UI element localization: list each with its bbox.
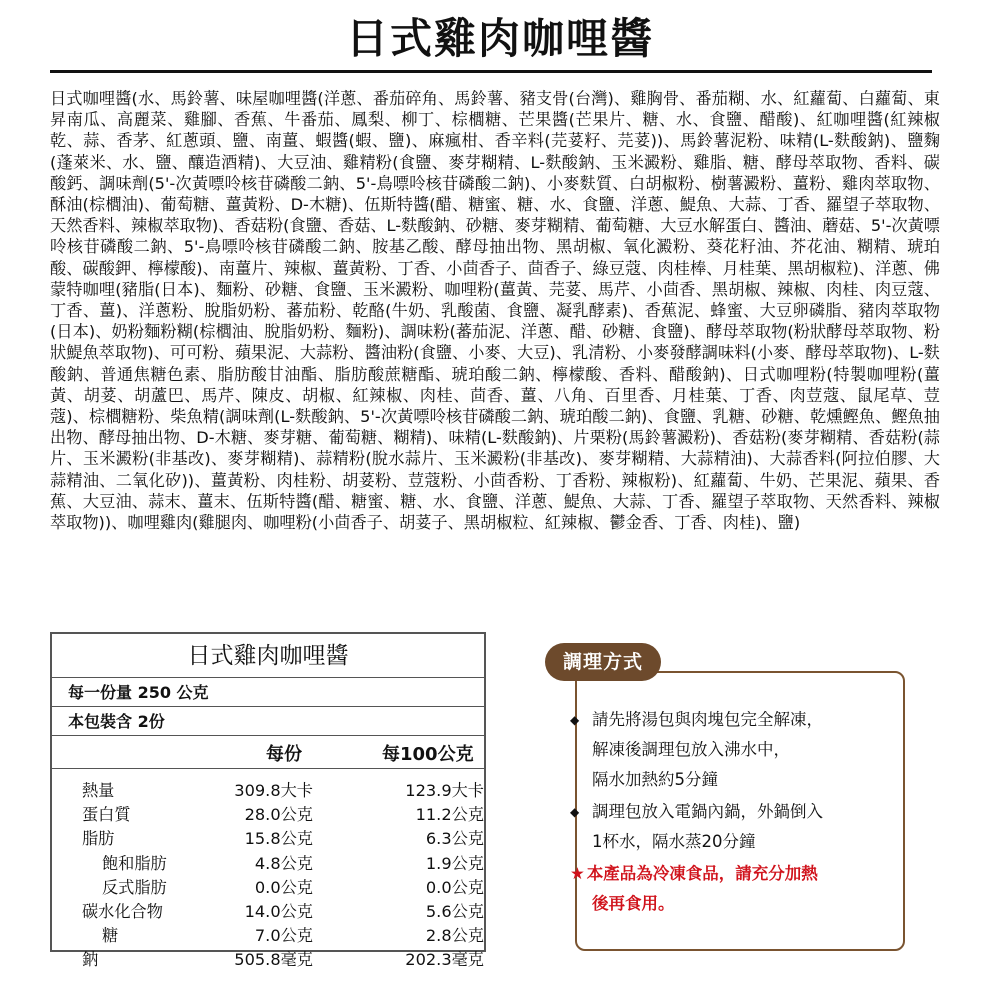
step-line: 請先將湯包與肉塊包完全解凍， bbox=[592, 710, 823, 729]
per-100g-value: 5.6公克 bbox=[425, 901, 484, 921]
step-line: 調理包放入電鍋內鍋，外鍋倒入 bbox=[592, 802, 823, 821]
nutrient-label: 鈉 bbox=[82, 950, 99, 970]
per-serving-value: 309.8大卡 bbox=[234, 781, 313, 800]
cooking-step-1 bbox=[568, 705, 898, 795]
nutrition-facts-table bbox=[50, 632, 486, 970]
column-per-100g: 每100公克 bbox=[382, 744, 474, 765]
cooking-method-tab: 調理方式 bbox=[545, 643, 661, 681]
nutrition-row bbox=[52, 920, 484, 944]
nutrition-row bbox=[52, 799, 484, 823]
nutrition-row bbox=[52, 775, 484, 799]
star-icon: ★ bbox=[570, 864, 585, 883]
nutrition-row bbox=[52, 848, 484, 872]
nutrient-label: 反式脂肪 bbox=[102, 877, 167, 897]
nutrition-row bbox=[52, 823, 484, 847]
per-serving-value: 15.8公克 bbox=[244, 829, 313, 849]
warning-line: 本產品為冷凍食品，請充分加熱 bbox=[586, 864, 818, 883]
cooking-steps bbox=[568, 705, 898, 919]
nutrient-label: 糖 bbox=[102, 926, 119, 946]
nutrition-column-headers bbox=[52, 736, 484, 769]
per-100g-value: 6.3公克 bbox=[425, 829, 484, 849]
frozen-food-warning bbox=[568, 859, 898, 889]
per-serving-value: 28.0公克 bbox=[244, 805, 313, 825]
per-100g-value: 123.9大卡 bbox=[405, 781, 484, 800]
nutrition-row bbox=[52, 944, 484, 968]
nutrient-label: 蛋白質 bbox=[82, 805, 131, 825]
serving-size: 每一份量 250 公克 bbox=[52, 678, 484, 707]
nutrition-row bbox=[52, 896, 484, 920]
title-divider bbox=[50, 70, 932, 73]
cooking-step-2 bbox=[568, 797, 898, 857]
step-line: 隔水加熱約5分鐘 bbox=[592, 770, 718, 789]
ingredients-text: 日式咖哩醬(水、馬鈴薯、味屋咖哩醬(洋蔥、番茄碎角、馬鈴薯、豬支骨(台灣)、雞胸骨、番茄糊、水、紅蘿蔔、白蘿蔔、東昇南瓜、高麗菜、雞腳、香蕉、牛番茄、鳳梨、柳丁、棕櫚糖、芒果醬(芒果片、糖、水、食鹽、醋酸)、紅咖哩醬(紅辣椒乾、蒜、香茅、紅蔥頭、鹽、南薑、蝦醬(蝦、鹽)、麻瘋柑、香辛料(芫荽籽、芫荽))、馬鈴薯泥粉、味精(L-麩酸鈉)、鹽麴(蓬萊米、水、鹽、釀造酒精)、大豆油、雞精粉(食鹽、麥芽糊精、L-麩酸鈉、玉米澱粉、雞脂、糖、酵母萃取物、香料、碳酸鈣、調味劑(5'-次黃嘌呤核苷磷酸二鈉、5'-鳥嘌呤核苷磷酸二鈉)、小麥麩質、白胡椒粉、樹薯澱粉、薑粉、雞肉萃取物、酥油(棕櫚油)、葡萄糖、薑黃粉、D-木糖)、伍斯特醬(醋、糖蜜、糖、水、食鹽、洋蔥、鯷魚、大蒜、丁香、羅望子萃取物、天然香料、辣椒萃取物)、香菇粉(食鹽、香菇、L-麩酸鈉、砂糖、麥芽糊精、葡萄糖、大豆水解蛋白、醬油、蘑菇、5'-次黃嘌呤核苷磷酸二鈉、5'-鳥嘌呤核苷磷酸二鈉、胺基乙酸、酵母抽出物、黑胡椒、氧化澱粉、葵花籽油、芥花油、糊精、琥珀酸、碳酸鉀、檸檬酸)、南薑片、辣椒、薑黃粉、丁香、小茴香子、茴香子、綠豆蔻、肉桂棒、月桂葉、黑胡椒粒)、洋蔥、佛蒙特咖哩(豬脂(日本)、麵粉、砂糖、食鹽、玉米澱粉、咖哩粉(薑黃、芫荽、馬芹、小茴香、黑胡椒、辣椒、肉桂、肉豆蔻、丁香、薑)、洋蔥粉、脫脂奶粉、蕃茄粉、乾酪(牛奶、乳酸菌、食鹽、凝乳酵素)、香蕉泥、蜂蜜、大豆卵磷脂、豬肉萃取物(日本)、奶粉麵粉糊(棕櫚油、脫脂奶粉、麵粉)、調味粉(蕃茄泥、洋蔥、醋、砂糖、食鹽)、酵母萃取物(粉狀酵母萃取物、粉狀鯷魚萃取物)、可可粉、蘋果泥、大蒜粉、醬油粉(食鹽、小麥、大豆)、乳清粉、小麥發酵調味料(小麥、酵母萃取物)、L-麩酸鈉、普通焦糖色素、脂肪酸甘油酯、脂肪酸蔗糖酯、琥珀酸二鈉、檸檬酸、香料、醋酸鈉)、日式咖哩粉(特製咖哩粉(薑黃、胡荽、胡蘆巴、馬芹、陳皮、胡椒、紅辣椒、肉桂、茴香、薑、八角、百里香、月桂葉、丁香、肉荳蔻、鼠尾草、荳蔻)、棕櫚糖粉、柴魚精(調味劑(L-麩酸鈉、5'-次黃嘌呤核苷磷酸二鈉、琥珀酸二鈉)、食鹽、乳糖、砂糖、乾燻鰹魚、鰹魚抽出物、酵母抽出物、D-木糖、麥芽糖、葡萄糖、糊精)、味精(L-麩酸鈉)、片栗粉(馬鈴薯澱粉)、香菇粉(麥芽糊精、香菇粉(蒜片、玉米澱粉(非基改)、麥芽糊精)、蒜精粉(脫水蒜片、玉米澱粉(非基改)、麥芽糊精、大蒜精油)、大蒜香料(阿拉伯膠、大蒜精油、二氧化矽))、薑黃粉、肉桂粉、胡荽粉、荳蔻粉、小茴香粉、丁香粉、辣椒粉)、紅蘿蔔、牛奶、芒果泥、蘋果、香蕉、大豆油、蒜末、薑末、伍斯特醬(醋、糖蜜、糖、水、食鹽、洋蔥、鯷魚、大蒜、丁香、羅望子萃取物、天然香料、辣椒萃取物))、咖哩雞肉(雞腿肉、咖哩粉(小茴香子、胡荽子、黑胡椒粒、紅辣椒、鬱金香、丁香、肉桂)、鹽) bbox=[50, 89, 940, 533]
nutrition-title: 日式雞肉咖哩醬 bbox=[52, 634, 484, 678]
per-100g-value: 11.2公克 bbox=[415, 805, 484, 825]
per-serving-value: 14.0公克 bbox=[244, 901, 313, 921]
per-100g-value: 202.3毫克 bbox=[405, 950, 484, 970]
nutrition-row bbox=[52, 872, 484, 896]
per-100g-value: 2.8公克 bbox=[425, 926, 484, 946]
diamond-bullet-icon: ◆ bbox=[570, 805, 580, 819]
per-100g-value: 0.0公克 bbox=[425, 877, 484, 897]
nutrient-label: 熱量 bbox=[82, 781, 115, 800]
step-line: 1杯水，隔水蒸20分鐘 bbox=[592, 832, 756, 851]
per-serving-value: 505.8毫克 bbox=[234, 950, 313, 970]
per-serving-value: 7.0公克 bbox=[254, 926, 313, 946]
nutrition-rows bbox=[52, 769, 484, 969]
step-line: 解凍後調理包放入沸水中， bbox=[592, 740, 790, 759]
nutrient-label: 脂肪 bbox=[82, 829, 115, 849]
page-title: 日式雞肉咖哩醬 bbox=[345, 14, 654, 63]
per-100g-value: 1.9公克 bbox=[425, 853, 484, 873]
diamond-bullet-icon: ◆ bbox=[570, 713, 580, 727]
frozen-food-warning-cont: 後再食用。 bbox=[592, 894, 675, 913]
per-serving-value: 0.0公克 bbox=[254, 877, 313, 897]
column-per-serving: 每份 bbox=[266, 744, 302, 765]
per-serving-value: 4.8公克 bbox=[254, 853, 313, 873]
servings-per-pack: 本包裝含 2份 bbox=[52, 707, 484, 736]
nutrient-label: 碳水化合物 bbox=[82, 901, 163, 921]
nutrient-label: 飽和脂肪 bbox=[102, 853, 167, 873]
